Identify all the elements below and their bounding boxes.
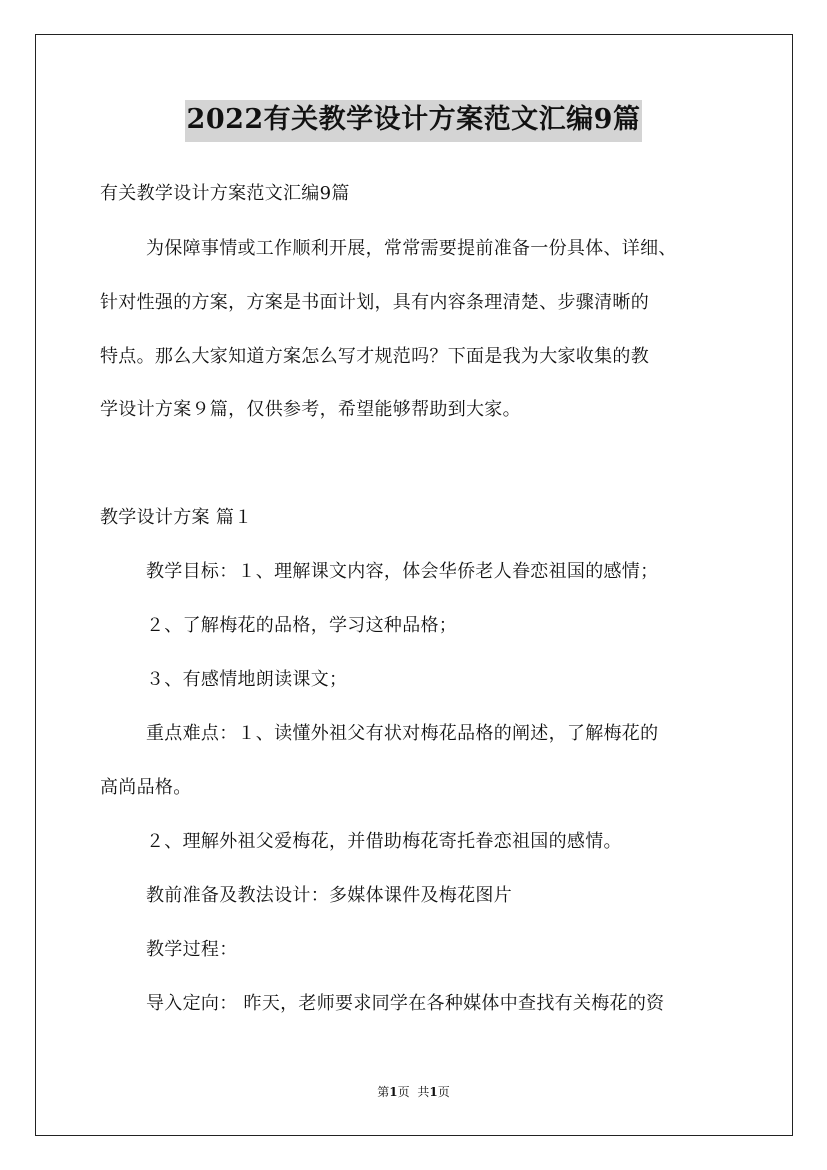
section-heading: 教学设计方案 篇１ [100, 507, 253, 528]
intro-line: 特点。那么大家知道方案怎么写才规范吗？下面是我为大家收集的教 [100, 346, 649, 367]
total-prefix: 共 [417, 1085, 430, 1099]
page-footer [0, 1084, 827, 1100]
total-pages: 1 [429, 1085, 438, 1099]
body-line: 导入定向： 昨天，老师要求同学在各种媒体中查找有关梅花的资 [146, 993, 665, 1014]
total-suffix: 页 [437, 1085, 450, 1099]
intro-line: 为保障事情或工作顺利开展，常常需要提前准备一份具体、详细、 [146, 238, 677, 259]
body-line: 重点难点：１、读懂外祖父有状对梅花品格的阐述，了解梅花的 [146, 723, 659, 744]
body-line: ３、有感情地朗读课文； [146, 669, 348, 690]
body-line: 教学目标：１、理解课文内容，体会华侨老人眷恋祖国的感情； [146, 561, 659, 582]
body-line: 高尚品格。 [100, 777, 192, 798]
body-line: ２、了解梅花的品格，学习这种品格； [146, 615, 458, 636]
body-line: ２、理解外祖父爱梅花，并借助梅花寄托眷恋祖国的感情。 [146, 831, 622, 852]
intro-line: 针对性强的方案，方案是书面计划，具有内容条理清楚、步骤清晰的 [100, 292, 649, 313]
title-container [0, 100, 827, 142]
page-number: 1 [389, 1085, 398, 1099]
document-subtitle: 有关教学设计方案范文汇编9篇 [100, 183, 350, 204]
body-line: 教前准备及教法设计：多媒体课件及梅花图片 [146, 885, 512, 906]
body-line: 教学过程： [146, 939, 238, 960]
intro-line: 学设计方案９篇，仅供参考，希望能够帮助到大家。 [100, 399, 521, 420]
page-suffix: 页 [397, 1085, 410, 1099]
page-prefix: 第 [377, 1085, 390, 1099]
document-title: 2022有关教学设计方案范文汇编9篇 [185, 100, 643, 142]
